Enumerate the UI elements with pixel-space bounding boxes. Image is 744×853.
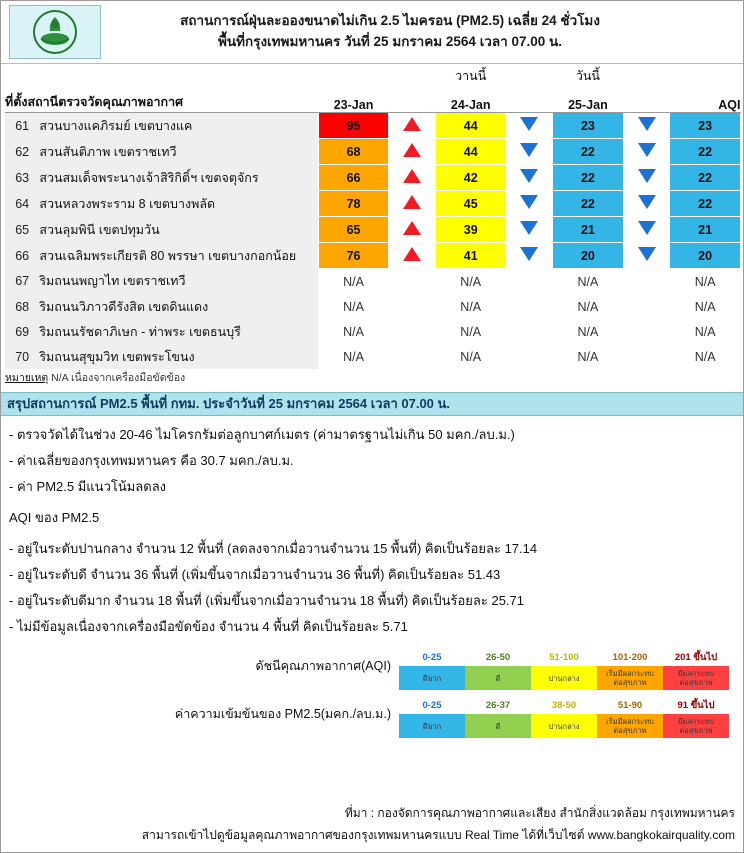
- table-row: [5, 165, 741, 191]
- legend-swatch-line1: เริ่มมีผลกระทบ: [606, 717, 654, 726]
- station-table: [5, 64, 741, 386]
- label-today: วันนี้: [575, 69, 600, 83]
- legend-cell: [663, 698, 729, 738]
- summary-bullet: - ค่า PM2.5 มีแนวโน้มลดลง: [9, 479, 167, 494]
- legend-cell: [663, 650, 729, 690]
- trend-none: [623, 319, 669, 344]
- table-body: [5, 113, 741, 370]
- triangle-down-icon: [638, 169, 656, 183]
- trend-none: [623, 269, 669, 295]
- value-v2: 45: [435, 191, 506, 217]
- value-v1: 95: [318, 113, 389, 139]
- trend-down-icon: [506, 217, 552, 243]
- legend-swatch-line1: ดีมาก: [422, 721, 442, 731]
- station-id: 65: [5, 217, 39, 243]
- legend-scale: [399, 650, 729, 690]
- triangle-down-icon: [638, 221, 656, 235]
- legend-swatch-line1: ดีมาก: [422, 673, 442, 683]
- station-table-wrap: [1, 64, 743, 386]
- station-id: 66: [5, 243, 39, 269]
- legend-range: 0-25: [422, 652, 442, 663]
- value-aqi: 23: [670, 113, 741, 139]
- triangle-down-icon: [520, 169, 538, 183]
- value-v1: 68: [318, 139, 389, 165]
- value-v2: 44: [435, 113, 506, 139]
- trend-up-icon: [389, 139, 435, 165]
- value-aqi: 22: [670, 191, 741, 217]
- value-v2: N/A: [435, 269, 506, 295]
- legend-swatch-line1: มีผลกระทบ: [677, 669, 715, 678]
- legend-range: 51-90: [617, 700, 643, 711]
- table-row: [5, 191, 741, 217]
- legend-swatch-line2: ต่อสุขภาพ: [679, 726, 713, 735]
- legend-scale: [399, 698, 729, 738]
- legend-cell: [399, 698, 465, 738]
- value-v3: 22: [553, 191, 624, 217]
- table-row: [5, 243, 741, 269]
- value-v1: N/A: [318, 269, 389, 295]
- value-aqi: 22: [670, 139, 741, 165]
- value-v3: 23: [553, 113, 624, 139]
- trend-down-icon: [623, 217, 669, 243]
- aqi-section-heading: [1, 500, 743, 530]
- footnote-text: N/A เนื่องจากเครื่องมือขัดข้อง: [51, 372, 186, 384]
- trend-none: [506, 319, 552, 344]
- table-row: [5, 319, 741, 344]
- col-header-d3: 25-Jan: [553, 86, 624, 113]
- trend-down-icon: [506, 113, 552, 139]
- legend-cell: [465, 698, 531, 738]
- col-header-station: ที่ตั้งสถานีตรวจวัดคุณภาพอากาศ: [5, 86, 318, 113]
- triangle-down-icon: [520, 117, 538, 131]
- station-name: สวนหลวงพระราม 8 เขตบางพลัด: [39, 191, 318, 217]
- legend-swatch-line1: ปานกลาง: [548, 673, 580, 683]
- value-aqi: N/A: [670, 319, 741, 344]
- trend-up-icon: [389, 113, 435, 139]
- legend-range: 0-25: [422, 700, 442, 711]
- trend-up-icon: [389, 243, 435, 269]
- trend-down-icon: [506, 191, 552, 217]
- value-v3: 20: [553, 243, 624, 269]
- col-header-d1: 23-Jan: [318, 86, 389, 113]
- summary-bullet: - ค่าเฉลี่ยของกรุงเทพมหานคร คือ 30.7 มคก./ลบ.ม.: [9, 453, 294, 468]
- report-footer: [9, 802, 735, 846]
- trend-down-icon: [623, 139, 669, 165]
- aqi-bullet: - อยู่ในระดับดีมาก จำนวน 18 พื้นที่ (เพิ่มขึ้นจากเมื่อวานจำนวน 18 พื้นที่) คิดเป็นร้อยละ 25.71: [9, 593, 525, 608]
- aqi-section-heading-text: AQI ของ PM2.5: [9, 510, 100, 525]
- station-id: 61: [5, 113, 39, 139]
- triangle-down-icon: [638, 195, 656, 209]
- value-v2: N/A: [435, 319, 506, 344]
- legend-swatch: [399, 714, 465, 738]
- legend-swatch-line1: ดี: [495, 721, 501, 731]
- station-name: สวนบางแคภิรมย์ เขตบางแค: [39, 113, 318, 139]
- aqi-bullet: - ไม่มีข้อมูลเนื่องจากเครื่องมือขัดข้อง จำนวน 4 พื้นที่ คิดเป็นร้อยละ 5.71: [9, 619, 408, 634]
- footer-website: สามารถเข้าไปดูข้อมูลคุณภาพอากาศของกรุงเทพมหานครแบบ Real Time ได้ที่เว็บไซต์ www.bangkokairquality.com: [141, 828, 735, 842]
- legend-swatch: [663, 714, 729, 738]
- value-v3: N/A: [553, 344, 624, 369]
- triangle-down-icon: [520, 247, 538, 261]
- triangle-down-icon: [638, 247, 656, 261]
- value-v2: N/A: [435, 294, 506, 319]
- legend-cell: [531, 698, 597, 738]
- legend-swatch: [531, 666, 597, 690]
- trend-none: [506, 344, 552, 369]
- trend-none: [623, 294, 669, 319]
- legend-swatch: [531, 714, 597, 738]
- legend-row: [1, 698, 743, 738]
- value-v1: N/A: [318, 319, 389, 344]
- footnote-row: [5, 369, 741, 386]
- report-header: [1, 1, 743, 64]
- triangle-up-icon: [403, 143, 421, 157]
- station-id: 64: [5, 191, 39, 217]
- summary-bullet: - ตรวจวัดได้ในช่วง 20-46 ไมโครกรัมต่อลูกบาศก์เมตร (ค่ามาตรฐานไม่เกิน 50 มคก./ลบ.ม.): [9, 427, 515, 442]
- legend-swatch-line2: ต่อสุขภาพ: [613, 678, 647, 687]
- legend-swatch-line1: มีผลกระทบ: [677, 717, 715, 726]
- value-v1: N/A: [318, 344, 389, 369]
- trend-down-icon: [623, 165, 669, 191]
- legend-range: 101-200: [612, 652, 648, 663]
- value-v3: N/A: [553, 319, 624, 344]
- triangle-up-icon: [403, 117, 421, 131]
- legend-range: 91 ขึ้นไป: [677, 700, 715, 711]
- legend-swatch-line1: ปานกลาง: [548, 721, 580, 731]
- legend-cell: [531, 650, 597, 690]
- summary-bullets: [1, 416, 743, 500]
- legend-row: [1, 650, 743, 690]
- triangle-down-icon: [638, 143, 656, 157]
- legend-label: ดัชนีคุณภาพอากาศ(AQI): [255, 659, 391, 673]
- trend-down-icon: [506, 243, 552, 269]
- trend-none: [389, 294, 435, 319]
- trend-up-icon: [389, 165, 435, 191]
- aqi-bullets: [1, 530, 743, 640]
- station-name: สวนลุมพินี เขตปทุมวัน: [39, 217, 318, 243]
- value-v2: N/A: [435, 344, 506, 369]
- trend-down-icon: [506, 139, 552, 165]
- value-aqi: 20: [670, 243, 741, 269]
- triangle-up-icon: [403, 195, 421, 209]
- trend-down-icon: [623, 113, 669, 139]
- station-id: 63: [5, 165, 39, 191]
- value-aqi: N/A: [670, 344, 741, 369]
- station-name: ริมถนนวิภาวดีรังสิต เขตดินแดง: [39, 294, 318, 319]
- value-v1: 78: [318, 191, 389, 217]
- legend-cell: [465, 650, 531, 690]
- col-header-aqi: AQI: [670, 86, 741, 113]
- legend-swatch-line1: เริ่มมีผลกระทบ: [606, 669, 654, 678]
- value-v3: N/A: [553, 294, 624, 319]
- station-id: 69: [5, 319, 39, 344]
- value-v1: 65: [318, 217, 389, 243]
- legend-label: ค่าความเข้มข้นของ PM2.5(มคก./ลบ.ม.): [174, 707, 391, 721]
- trend-down-icon: [506, 165, 552, 191]
- report-title-line-2: พื้นที่กรุงเทพมหานคร วันที่ 25 มกราคม 2564 เวลา 07.00 น.: [218, 34, 562, 49]
- station-id: 67: [5, 269, 39, 295]
- station-name: สวนสมเด็จพระนางเจ้าสิริกิติ์ฯ เขตจตุจักร: [39, 165, 318, 191]
- value-v2: 42: [435, 165, 506, 191]
- triangle-down-icon: [520, 221, 538, 235]
- footnote-label: หมายเหตุ: [5, 372, 49, 384]
- value-v2: 41: [435, 243, 506, 269]
- trend-down-icon: [623, 191, 669, 217]
- value-v2: 39: [435, 217, 506, 243]
- legend-swatch: [597, 666, 663, 690]
- station-name: สวนสันติภาพ เขตราชเทวี: [39, 139, 318, 165]
- triangle-up-icon: [403, 169, 421, 183]
- legend-cell: [597, 698, 663, 738]
- table-row: [5, 217, 741, 243]
- station-name: สวนเฉลิมพระเกียรติ 80 พรรษา เขตบางกอกน้อย: [39, 243, 318, 269]
- legend-swatch: [465, 714, 531, 738]
- legend-swatch: [663, 666, 729, 690]
- value-aqi: 22: [670, 165, 741, 191]
- legend-cell: [597, 650, 663, 690]
- triangle-down-icon: [520, 195, 538, 209]
- bangkok-seal-logo: [9, 5, 101, 59]
- triangle-down-icon: [520, 143, 538, 157]
- station-name: ริมถนนรัชดาภิเษก - ท่าพระ เขตธนบุรี: [39, 319, 318, 344]
- value-v1: 66: [318, 165, 389, 191]
- legend-range: 38-50: [551, 700, 577, 711]
- value-v2: 44: [435, 139, 506, 165]
- value-aqi: 21: [670, 217, 741, 243]
- table-row: [5, 269, 741, 295]
- legend-range: 51-100: [549, 652, 579, 663]
- trend-none: [389, 269, 435, 295]
- label-yesterday: วานนี้: [455, 69, 487, 83]
- value-v1: N/A: [318, 294, 389, 319]
- value-aqi: N/A: [670, 294, 741, 319]
- table-header-row: [5, 86, 741, 113]
- legend-swatch: [399, 666, 465, 690]
- value-v1: 76: [318, 243, 389, 269]
- table-row: [5, 344, 741, 369]
- legend-swatch-line2: ต่อสุขภาพ: [679, 678, 713, 687]
- legend-swatch-line2: ต่อสุขภาพ: [613, 726, 647, 735]
- legend-swatch-line1: ดี: [495, 673, 501, 683]
- trend-none: [506, 269, 552, 295]
- summary-band-title: สรุปสถานการณ์ PM2.5 พื้นที่ กทม. ประจำวันที่ 25 มกราคม 2564 เวลา 07.00 น.: [1, 392, 743, 416]
- trend-none: [389, 319, 435, 344]
- value-v3: N/A: [553, 269, 624, 295]
- header-titles: [107, 11, 743, 53]
- value-v3: 22: [553, 165, 624, 191]
- station-name: ริมถนนพญาไท เขตราชเทวี: [39, 269, 318, 295]
- aqi-bullet: - อยู่ในระดับดี จำนวน 36 พื้นที่ (เพิ่มขึ้นจากเมื่อวานจำนวน 36 พื้นที่) คิดเป็นร้อยละ 51.43: [9, 567, 501, 582]
- legend-swatch: [465, 666, 531, 690]
- trend-none: [506, 294, 552, 319]
- table-row: [5, 113, 741, 139]
- trend-up-icon: [389, 191, 435, 217]
- trend-none: [623, 344, 669, 369]
- table-row: [5, 139, 741, 165]
- station-id: 70: [5, 344, 39, 369]
- legend-swatch: [597, 714, 663, 738]
- triangle-up-icon: [403, 247, 421, 261]
- value-v3: 22: [553, 139, 624, 165]
- station-name: ริมถนนสุขุมวิท เขตพระโขนง: [39, 344, 318, 369]
- day-label-row: [5, 64, 741, 86]
- station-id: 62: [5, 139, 39, 165]
- col-header-d2: 24-Jan: [435, 86, 506, 113]
- aqi-bullet: - อยู่ในระดับปานกลาง จำนวน 12 พื้นที่ (ลดลงจากเมื่อวานจำนวน 15 พื้นที่) คิดเป็นร้อยละ 17.14: [9, 541, 538, 556]
- footer-source: ที่มา : กองจัดการคุณภาพอากาศและเสียง สำนักสิ่งแวดล้อม กรุงเทพมหานคร: [344, 806, 735, 820]
- report-title-line-1: สถานการณ์ฝุ่นละอองขนาดไม่เกิน 2.5 ไมครอน (PM2.5) เฉลี่ย 24 ชั่วโมง: [180, 13, 600, 28]
- trend-none: [389, 344, 435, 369]
- legend-range: 201 ขึ้นไป: [674, 652, 718, 663]
- legend-range: 26-37: [485, 700, 511, 711]
- station-id: 68: [5, 294, 39, 319]
- triangle-down-icon: [638, 117, 656, 131]
- triangle-up-icon: [403, 221, 421, 235]
- legend-cell: [399, 650, 465, 690]
- trend-up-icon: [389, 217, 435, 243]
- value-v3: 21: [553, 217, 624, 243]
- table-row: [5, 294, 741, 319]
- trend-down-icon: [623, 243, 669, 269]
- legend-range: 26-50: [485, 652, 511, 663]
- value-aqi: N/A: [670, 269, 741, 295]
- legend-block: [1, 650, 743, 738]
